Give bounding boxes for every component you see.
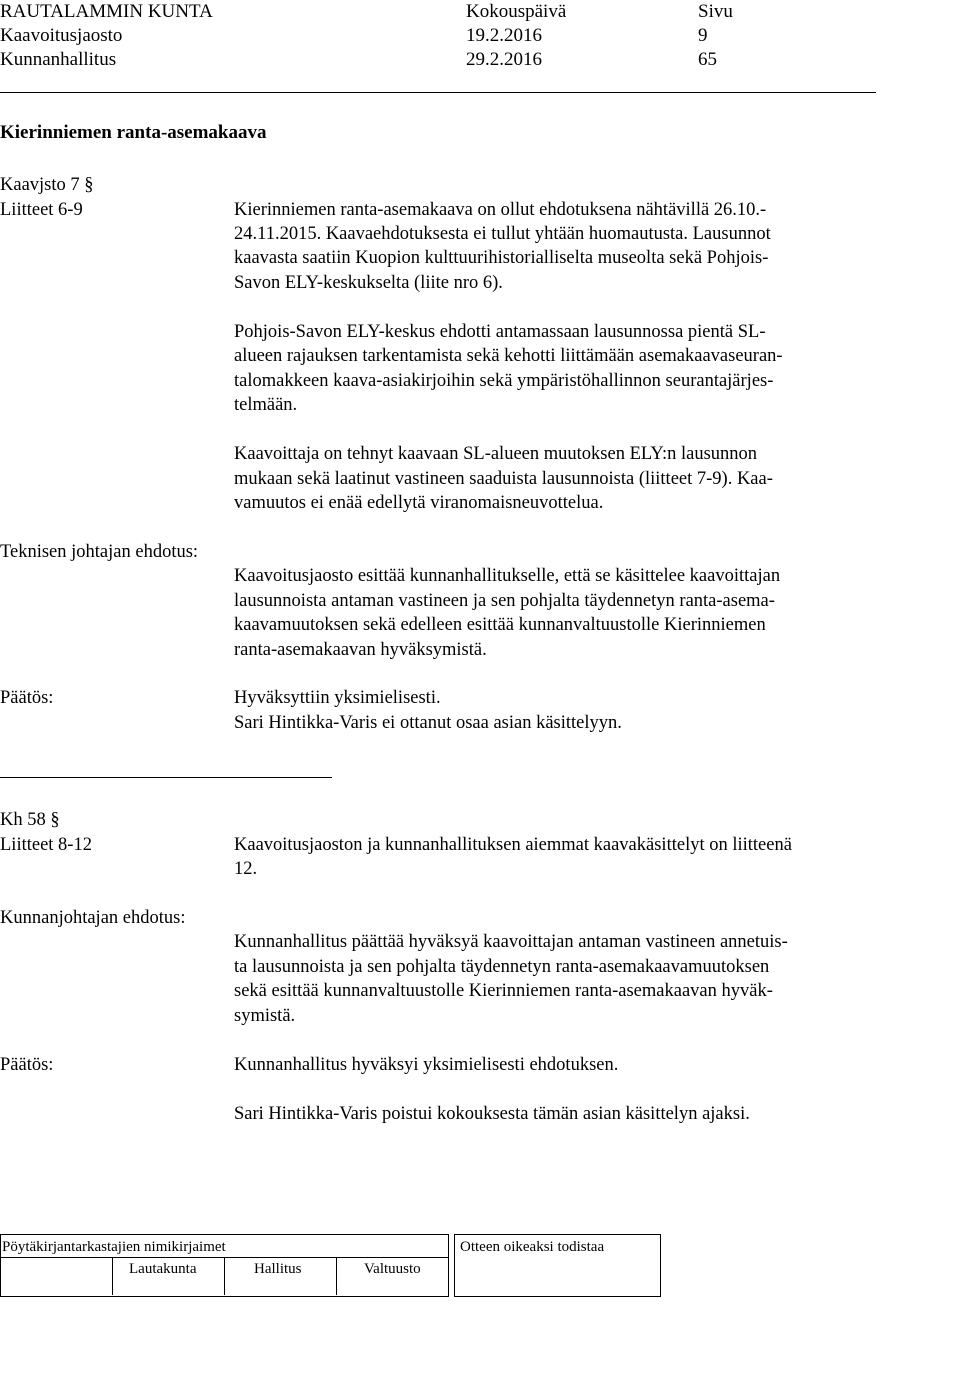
- section2-proposal-line4: symistä.: [234, 1006, 296, 1026]
- section1-para2-line4: telmään.: [234, 395, 298, 415]
- section1-proposal-label: Teknisen johtajan ehdotus:: [0, 542, 199, 562]
- signature-col-divider-3: [336, 1257, 337, 1295]
- meeting-date-1: 19.2.2016: [466, 25, 542, 46]
- section1-para1-line1: Kierinniemen ranta-asemakaava on ollut ehdotuksena nähtävillä 26.10.-: [234, 200, 767, 220]
- section1-para1-line2: 24.11.2015. Kaavaehdotuksesta ei tullut yhtään huomautusta. Lausunnot: [234, 224, 771, 244]
- section2-attachments: Liitteet 8-12: [0, 835, 92, 855]
- body-kunnanhallitus: Kunnanhallitus: [0, 49, 117, 70]
- page-label: Sivu: [698, 1, 733, 22]
- section1-decision-line2: Sari Hintikka-Varis ei ottanut osaa asian käsittelyyn.: [234, 713, 622, 733]
- signature-lautakunta: Lautakunta: [129, 1261, 197, 1277]
- signature-col-divider-2: [224, 1257, 225, 1295]
- section1-attachments: Liitteet 6-9: [0, 200, 83, 220]
- signature-hallitus: Hallitus: [254, 1261, 302, 1277]
- section1-para1-line3: kaavasta saatiin Kuopion kulttuurihistorialliselta museolta sekä Pohjois-: [234, 248, 769, 268]
- section1-para3-line2: mukaan sekä laatinut vastineen saaduista lausunnoista (liitteet 7-9). Kaa-: [234, 469, 773, 489]
- section1-para3-line3: vamuutos ei enää edellytä viranomaisneuvottelua.: [234, 493, 604, 513]
- section2-intro-line1: Kaavoitusjaoston ja kunnanhallituksen aiemmat kaavakäsittelyt on liitteenä: [234, 835, 792, 855]
- section2-reference: Kh 58 §: [0, 810, 60, 830]
- body-kaavoitusjaosto: Kaavoitusjaosto: [0, 25, 123, 46]
- meeting-date-2: 29.2.2016: [466, 49, 542, 70]
- section1-para3-line1: Kaavoittaja on tehnyt kaavaan SL-alueen muutoksen ELY:n lausunnon: [234, 444, 758, 464]
- section2-decision-line2: Sari Hintikka-Varis poistui kokouksesta tämän asian käsittelyn ajaksi.: [234, 1104, 750, 1124]
- section1-decision-line1: Hyväksyttiin yksimielisesti.: [234, 688, 441, 708]
- section1-proposal-line3: kaavamuutoksen sekä edelleen esittää kunnanvaltuustolle Kierinniemen: [234, 615, 766, 635]
- section2-decision-label: Päätös:: [0, 1055, 54, 1075]
- page-number-1: 9: [698, 25, 708, 46]
- section1-proposal-line2: lausunnoista antaman vastineen ja sen pohjalta täydennetyn ranta-asema-: [234, 591, 775, 611]
- section1-proposal-line4: ranta-asemakaavan hyväksymistä.: [234, 640, 487, 660]
- meeting-date-label: Kokouspäivä: [466, 1, 567, 22]
- section2-decision-line1: Kunnanhallitus hyväksyi yksimielisesti ehdotuksen.: [234, 1055, 619, 1075]
- section1-para2-line2: alueen rajauksen tarkentamista sekä kehotti liittämään asemakaavaseuran-: [234, 346, 783, 366]
- section1-decision-label: Päätös:: [0, 688, 54, 708]
- document-title: Kierinniemen ranta-asemakaava: [0, 122, 267, 143]
- signature-valtuusto: Valtuusto: [364, 1261, 421, 1277]
- section2-intro-line2: 12.: [234, 859, 258, 879]
- section2-proposal-line2: ta lausunnoista ja sen pohjalta täydennetyn ranta-asemakaavamuutoksen: [234, 957, 770, 977]
- section1-reference: Kaavjsto 7 §: [0, 175, 94, 195]
- section1-proposal-line1: Kaavoitusjaosto esittää kunnanhallitukselle, että se käsittelee kaavoittajan: [234, 566, 781, 586]
- certified-label: Otteen oikeaksi todistaa: [460, 1239, 605, 1255]
- section1-para2-line3: talomakkeen kaava-asiakirjoihin sekä ympäristöhallinnon seurantajärjes-: [234, 371, 774, 391]
- section1-para2-line1: Pohjois-Savon ELY-keskus ehdotti antamassaan lausunnossa pientä SL-: [234, 322, 766, 342]
- signature-col-divider-1: [112, 1257, 113, 1295]
- section2-proposal-label: Kunnanjohtajan ehdotus:: [0, 908, 186, 928]
- section2-proposal-line1: Kunnanhallitus päättää hyväksyä kaavoittajan antaman vastineen annetuis-: [234, 932, 788, 952]
- section2-proposal-line3: sekä esittää kunnanvaltuustolle Kierinniemen ranta-asemakaavan hyväk-: [234, 981, 773, 1001]
- header-rule: [0, 92, 876, 93]
- page-number-2: 65: [698, 49, 717, 70]
- section-separator: [0, 777, 332, 778]
- signatures-title: Pöytäkirjantarkastajien nimikirjaimet: [2, 1239, 226, 1255]
- section1-para1-line4: Savon ELY-keskukselta (liite nro 6).: [234, 273, 503, 293]
- organization-name: RAUTALAMMIN KUNTA: [0, 1, 213, 22]
